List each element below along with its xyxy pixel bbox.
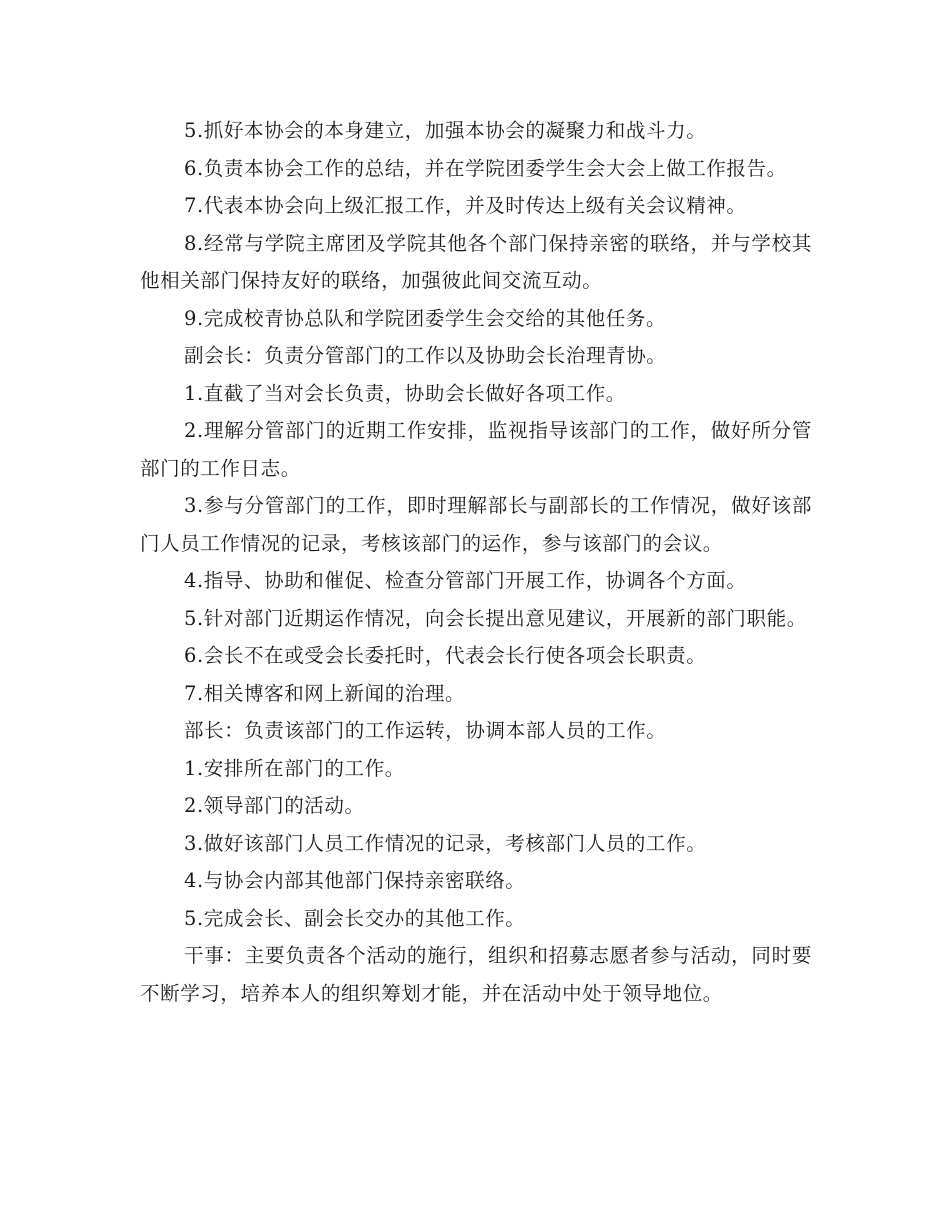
paragraph-19: 5.完成会长、副会长交办的其他工作。 (184, 906, 526, 930)
paragraph-1: 5.抓好本协会的本身建立，加强本协会的凝聚力和战斗力。 (184, 119, 707, 142)
paragraph-11: 5.针对部门近期运作情况，向会长提出意见建议，开展新的部门职能。 (184, 606, 807, 630)
paragraph-4: 8.经常与学院主席团及学院其他各个部门保持亲密的联络，并与学校其他相关部门保持友好的联络，加强彼此间交流互动。 (140, 231, 812, 292)
paragraph-15: 1.安排所在部门的工作。 (184, 756, 405, 780)
paragraph-10: 4.指导、协助和催促、检查分管部门开展工作，协调各个方面。 (184, 569, 747, 592)
paragraph-7: 1.直截了当对会长负责，协助会长做好各项工作。 (184, 381, 626, 405)
document-body (140, 112, 812, 1012)
paragraph-18: 4.与协会内部其他部门保持亲密联络。 (184, 869, 526, 892)
paragraph-9: 3.参与分管部门的工作，即时理解部长与副部长的工作情况，做好该部门人员工作情况的记录，考核该部门的运作，参与该部门的会议。 (140, 494, 812, 555)
paragraph-13: 7.相关博客和网上新闻的治理。 (184, 681, 466, 705)
paragraph-5: 9.完成校青协总队和学院团委学生会交给的其他任务。 (184, 306, 667, 330)
paragraph-8: 2.理解分管部门的近期工作安排，监视指导该部门的工作，做好所分管部门的工作日志。 (140, 419, 812, 480)
paragraph-2: 6.负责本协会工作的总结，并在学院团委学生会大会上做工作报告。 (184, 156, 787, 180)
paragraph-17: 3.做好该部门人员工作情况的记录，考核部门人员的工作。 (184, 831, 707, 855)
section-heading-vice-president: 副会长：负责分管部门的工作以及协助会长治理青协。 (184, 344, 667, 367)
section-heading-minister: 部长：负责该部门的工作运转，协调本部人员的工作。 (184, 719, 667, 742)
paragraph-16: 2.领导部门的活动。 (184, 794, 365, 817)
paragraph-12: 6.会长不在或受会长委托时，代表会长行使各项会长职责。 (184, 644, 707, 667)
section-heading-officer: 干事：主要负责各个活动的施行，组织和招募志愿者参与活动，同时要不断学习，培养本人的组织筹划才能，并在活动中处于领导地位。 (140, 944, 812, 1005)
paragraph-3: 7.代表本协会向上级汇报工作，并及时传达上级有关会议精神。 (184, 194, 747, 217)
